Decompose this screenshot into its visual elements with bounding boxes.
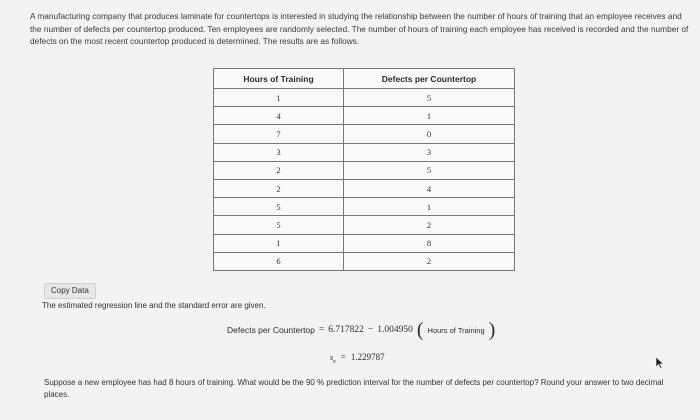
defects-cell: 0: [344, 125, 515, 143]
copy-data-button[interactable]: Copy Data: [44, 283, 96, 299]
hours-cell: 7: [214, 125, 344, 143]
se-equals: =: [340, 352, 346, 362]
equation-variable: Hours of Training: [427, 325, 485, 335]
table-row: [214, 179, 515, 197]
table-row: [214, 198, 515, 216]
estimated-text: The estimated regression line and the standard error are given.: [42, 301, 266, 310]
table-row: [214, 107, 515, 125]
hours-cell: 5: [214, 198, 344, 216]
hours-cell: 6: [214, 252, 344, 270]
table-row: [214, 161, 515, 179]
defects-cell: 5: [344, 161, 515, 179]
hours-cell: 5: [214, 216, 344, 234]
table-row: [214, 89, 515, 107]
defects-cell: 1: [344, 107, 515, 125]
defects-cell: 3: [344, 143, 515, 161]
defects-cell: 2: [344, 252, 515, 270]
column-header-hours: Hours of Training: [214, 69, 344, 89]
hours-cell: 3: [214, 143, 344, 161]
data-table: [213, 68, 515, 271]
table-row: [214, 143, 515, 161]
hours-cell: 4: [214, 107, 344, 125]
defects-cell: 2: [344, 216, 515, 234]
defects-cell: 8: [344, 234, 515, 252]
table-row: [214, 216, 515, 234]
mouse-cursor-icon: [654, 357, 664, 369]
equation-equals: =: [318, 325, 325, 335]
equation-intercept: 6.717822: [328, 325, 364, 335]
defects-cell: 4: [344, 179, 515, 197]
hours-cell: 1: [214, 234, 344, 252]
table-row: [214, 234, 515, 252]
equation-minus: −: [367, 325, 374, 335]
se-value: 1.229787: [350, 352, 385, 362]
right-paren: ): [488, 319, 496, 341]
hours-cell: 1: [214, 89, 344, 107]
equation-slope: 1.004950: [377, 325, 413, 335]
problem-intro: A manufacturing company that produces laminate for countertops is interested in studying the relationship between the number of hours of training that an employee receives and the number of defects per countertop produced. Ten employees are randomly selected. The number of hours of training each employee has received is recorded and the number of defects on the most recent countertop produced is determined. The results are as follows.: [30, 11, 689, 47]
se-symbol: $s_e$: [330, 353, 336, 365]
column-header-defects: Defects per Countertop: [344, 69, 515, 89]
hours-cell: 2: [214, 161, 344, 179]
standard-error: [330, 352, 385, 365]
hours-cell: 2: [214, 179, 344, 197]
regression-equation: [227, 319, 496, 341]
table-row: [214, 125, 515, 143]
question-text: Suppose a new employee has had 8 hours of training. What would be the 90 % prediction interval for the number of defects per countertop? Round your answer to two decimal places.: [44, 378, 664, 399]
defects-cell: 1: [344, 198, 515, 216]
defects-cell: 5: [344, 89, 515, 107]
table-header-row: [214, 69, 515, 89]
left-paren: (: [416, 319, 424, 341]
equation-lhs: Defects per Countertop: [227, 325, 315, 335]
table-row: [214, 252, 515, 270]
